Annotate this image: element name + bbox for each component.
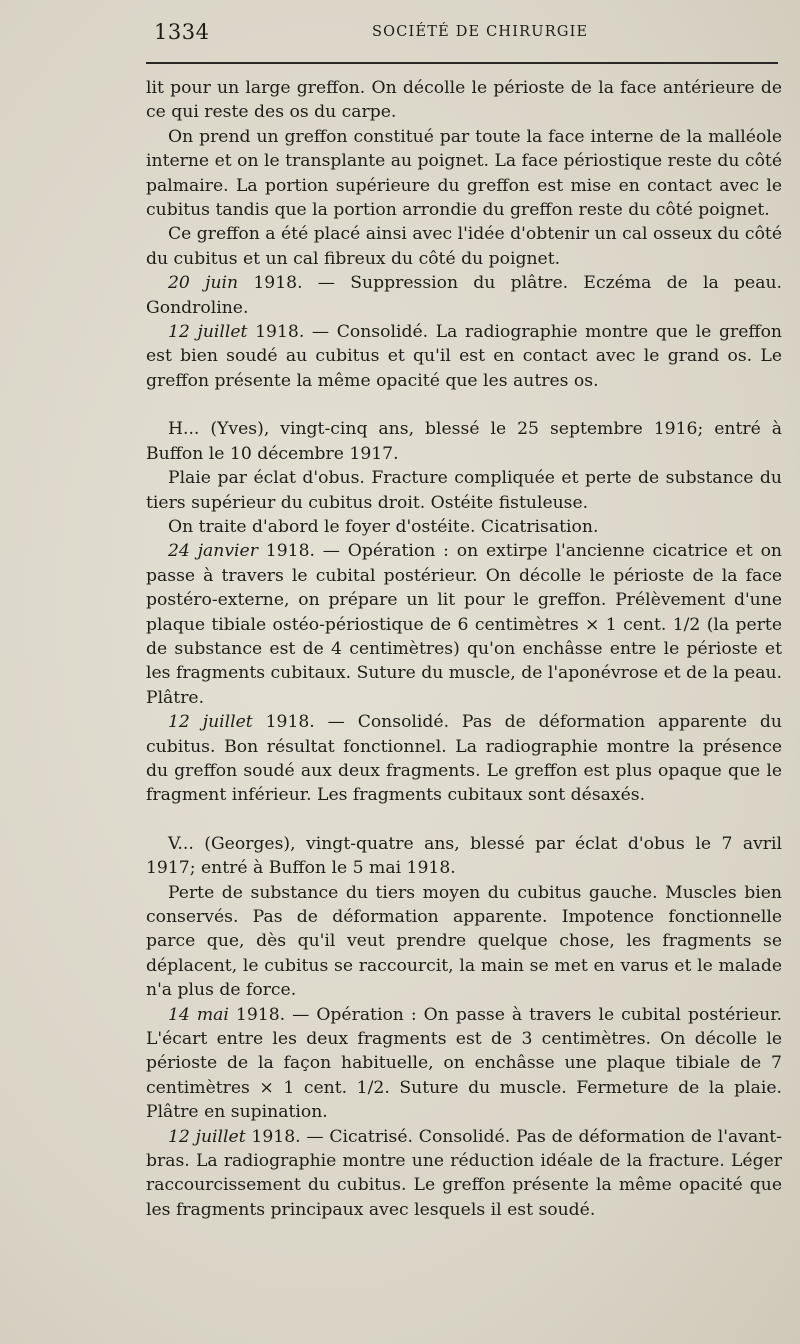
paragraph-text: 1918. — Suppression du plâtre. Eczéma de la peau. Gondroline.	[146, 273, 782, 318]
page-header	[146, 18, 776, 52]
paragraph-text: Plaie par éclat d'obus. Fracture compliquée et perte de substance du tiers supérieur du cubitus droit. Ostéite fistuleuse.	[146, 468, 782, 513]
paragraph	[146, 710, 782, 808]
paragraph-text: 1918. — Opération : on extirpe l'ancienne cicatrice et on passe à travers le cubital postérieur. On décolle le périoste de la face postéro-externe, on prépare un lit pour le greffon. Prélèvement d'une plaque tibiale ostéo-périostique de 6 centimètres × 1 cent. 1/2 (la perte de substance est de 4 centimètres) qu'on enchâsse entre le périoste et les fragments cubitaux. Suture du muscle, de l'aponévrose et de la peau. Plâtre.	[146, 541, 782, 708]
paragraph	[146, 320, 782, 393]
entry-date: 12 juillet	[168, 322, 248, 343]
paragraph-text: lit pour un large greffon. On décolle le périoste de la face antérieure de ce qui reste des os du carpe.	[146, 78, 782, 123]
entry-date: 20 juin	[168, 273, 239, 294]
paragraph-text: Ce greffon a été placé ainsi avec l'idée d'obtenir un cal osseux du côté du cubitus et un cal fibreux du côté du poignet.	[146, 224, 782, 269]
paragraph-text: 1918. — Consolidé. La radiographie montre que le greffon est bien soudé au cubitus et qu'il est en contact avec le grand os. Le greffon présente la même opacité que les autres os.	[146, 322, 782, 391]
paragraph	[146, 466, 782, 515]
paragraph-text: Perte de substance du tiers moyen du cubitus gauche. Muscles bien conservés. Pas de déformation apparente. Impotence fonctionnelle parce que, dès qu'il veut prendre quelque chose, les fragments se déplacent, le cubitus se raccourcit, la main se met en varus et le malade n'a plus de force.	[146, 882, 782, 1001]
entry-date: 12 juillet	[168, 1126, 246, 1147]
running-head: SOCIÉTÉ DE CHIRURGIE	[372, 24, 589, 40]
body-text	[146, 76, 782, 1222]
paragraph-text: V... (Georges), vingt-quatre ans, blessé par éclat d'obus le 7 avril 1917; entré à Buffon le 5 mai 1918.	[146, 833, 782, 879]
header-rule	[146, 62, 778, 64]
paragraph	[146, 539, 782, 710]
paragraph-text: 1918. — Cicatrisé. Consolidé. Pas de déformation de l'avant-bras. La radiographie montre une réduction idéale de la fracture. Léger raccourcissement du cubitus. Le greffon présente la même opacité que les fragments principaux avec lesquels il est soudé.	[146, 1126, 782, 1220]
paragraph	[146, 271, 782, 320]
entry-date: 14 mai	[168, 1004, 229, 1025]
case-heading-paragraph	[146, 417, 782, 466]
paragraph-text: 1918. — Opération : On passe à travers le cubital postérieur. L'écart entre les deux fragments est de 3 centimètres. On décolle le périoste de la façon habituelle, on enchâsse une plaque tibiale de 7 centimètres × 1 cent. 1/2. Suture du muscle. Fermeture de la plaie. Plâtre en supination.	[146, 1004, 782, 1123]
entry-date: 24 janvier	[168, 541, 258, 562]
paragraph	[146, 1003, 782, 1125]
paragraph	[146, 222, 782, 271]
paragraph-text: H... (Yves), vingt-cinq ans, blessé le 25 septembre 1916; entré à Buffon le 10 décembre 1917.	[146, 419, 782, 464]
paragraph-text: 1918. — Consolidé. Pas de déformation apparente du cubitus. Bon résultat fonctionnel. La radiographie montre la présence du greffon soudé aux deux fragments. Le greffon est plus opaque que le fragment inférieur. Les fragments cubitaux sont désaxés.	[146, 712, 782, 806]
paragraph	[146, 1125, 782, 1223]
case-heading-paragraph	[146, 832, 782, 881]
entry-date: 12 juillet	[168, 712, 253, 733]
paragraph	[146, 76, 782, 125]
paragraph	[146, 881, 782, 1003]
paragraph	[146, 515, 782, 539]
paragraph	[146, 125, 782, 223]
paragraph-text: On traite d'abord le foyer d'ostéite. Cicatrisation.	[168, 516, 599, 537]
page-number: 1334	[154, 20, 210, 44]
paragraph-text: On prend un greffon constitué par toute la face interne de la malléole interne et on le transplante au poignet. La face périostique reste du côté palmaire. La portion supérieure du greffon est mise en contact avec le cubitus tandis que la portion arrondie du greffon reste du côté poignet.	[146, 126, 782, 221]
